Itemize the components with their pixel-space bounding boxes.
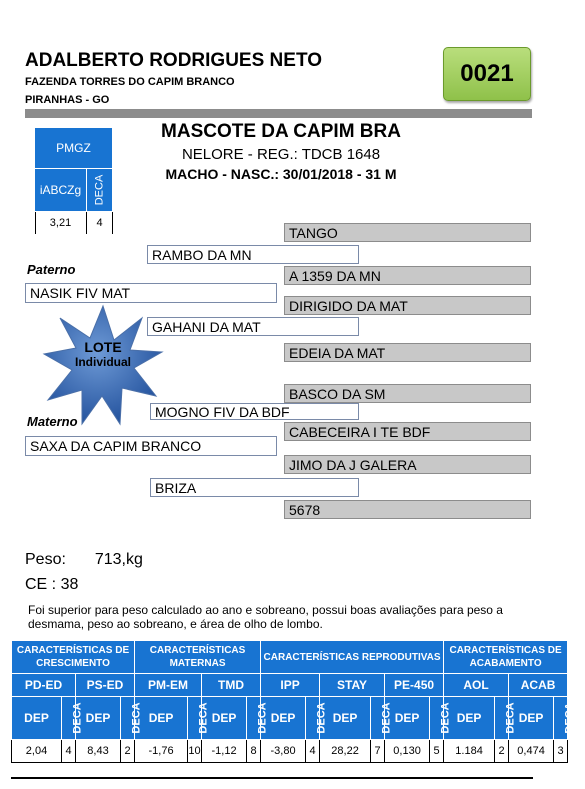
trait-pm-em: PM-EM: [135, 674, 202, 697]
trait-tmd: TMD: [202, 674, 261, 697]
deca-value: 5: [430, 740, 444, 763]
pedigree-pgd-sire: DIRIGIDO DA MAT: [284, 296, 531, 315]
dep-header: DEP: [76, 697, 121, 740]
pedigree-mgs-dam: CABECEIRA I TE BDF: [284, 422, 531, 441]
dep-header: DEP: [135, 697, 188, 740]
lote-label: LOTE: [84, 339, 122, 355]
pedigree-pgs-sire: TANGO: [284, 223, 531, 242]
iabczg-value: 3,21: [49, 217, 72, 229]
deca-header: DECA: [62, 697, 76, 740]
animal-sex-birth: MACHO - NASC.: 30/01/2018 - 31 M: [165, 166, 397, 182]
pedigree-mgd-sire: JIMO DA J GALERA: [284, 455, 531, 474]
deca-header: DECA: [495, 697, 509, 740]
animal-name: MASCOTE DA CAPIM BRA: [161, 121, 401, 142]
trait-aol: AOL: [444, 674, 509, 697]
pmgz-deca-value: 4: [96, 217, 103, 229]
pedigree-dam: SAXA DA CAPIM BRANCO: [25, 436, 277, 456]
deca-header: DECA: [121, 697, 135, 740]
trait-stay: STAY: [320, 674, 385, 697]
deca-value: 2: [495, 740, 509, 763]
pedigree-paternal-grandsire: RAMBO DA MN: [147, 245, 359, 264]
ce-value: 38: [60, 576, 79, 593]
dep-header: DEP: [320, 697, 371, 740]
dep-value: -1,12: [202, 740, 247, 763]
ce-row: [25, 576, 78, 594]
deca-value: 4: [306, 740, 320, 763]
iabczg-label: iABCZg: [35, 169, 86, 211]
farm-name: FAZENDA TORRES DO CAPIM BRANCO: [25, 76, 235, 88]
dep-value: 1.184: [444, 740, 495, 763]
dep-header: DEP: [12, 697, 62, 740]
deca-header: DECA: [306, 697, 320, 740]
traits-value-row: [12, 740, 568, 763]
deca-value: 3: [554, 740, 568, 763]
trait-pe-450: PE-450: [385, 674, 444, 697]
dep-header: DEP: [385, 697, 430, 740]
maternal-label: Materno: [27, 414, 78, 429]
dep-header: DEP: [261, 697, 306, 740]
group-maternal: CARACTERÍSTICAS MATERNAS: [135, 641, 261, 674]
pedigree-pgd-dam: EDEIA DA MAT: [284, 343, 531, 362]
ce-label: CE :: [25, 576, 57, 593]
traits-name-row: [12, 674, 568, 697]
header-divider: [25, 109, 532, 118]
pedigree-paternal-granddam: GAHANI DA MAT: [147, 317, 359, 336]
pedigree-pgs-dam: A 1359 DA MN: [284, 266, 531, 285]
farm-location: PIRANHAS - GO: [25, 94, 110, 106]
dep-header: DEP: [509, 697, 554, 740]
weight-row: [25, 551, 143, 569]
traits-group-row: [12, 641, 568, 674]
pedigree-mgs-sire: BASCO DA SM: [284, 384, 531, 403]
individual-label: Individual: [74, 355, 131, 369]
pmgz-border-right: [112, 212, 113, 234]
deca-header: DECA: [554, 697, 568, 740]
pedigree-mgd-dam: 5678: [284, 500, 531, 519]
pmgz-deca-label: DECA: [87, 169, 112, 211]
dep-header: DEP: [202, 697, 247, 740]
dep-header: DEP: [444, 697, 495, 740]
pedigree-maternal-grandsire: MOGNO FIV DA BDF: [150, 403, 359, 420]
pmgz-border-mid: [86, 212, 87, 234]
lote-star-text: [42, 339, 164, 369]
deca-value: 8: [247, 740, 261, 763]
group-reproductive: CARACTERÍSTICAS REPRODUTIVAS: [261, 641, 444, 674]
dep-value: 28,22: [320, 740, 371, 763]
deca-value: 7: [371, 740, 385, 763]
trait-ps-ed: PS-ED: [76, 674, 135, 697]
lot-number-badge: 0021: [443, 47, 531, 101]
dep-value: 8,43: [76, 740, 121, 763]
deca-header: DECA: [371, 697, 385, 740]
pedigree-sire: NASIK FIV MAT: [25, 283, 277, 303]
deca-value: 10: [188, 740, 202, 763]
trait-acab: ACAB: [509, 674, 568, 697]
traits-sub-row: [12, 697, 568, 740]
deca-value: 4: [62, 740, 76, 763]
animal-description: Foi superior para peso calculado ao ano e sobreano, possui boas avaliações para peso a desmama, peso ao sobreano, e área de olho de lombo.: [28, 603, 503, 631]
weight-label: Peso:: [25, 551, 66, 568]
weight-value: 713,kg: [94, 551, 143, 568]
group-finishing: CARACTERÍSTICAS DE ACABAMENTO: [444, 641, 568, 674]
deca-header: DECA: [247, 697, 261, 740]
deca-value: 2: [121, 740, 135, 763]
dep-value: 2,04: [12, 740, 62, 763]
group-growth: CARACTERÍSTICAS DE CRESCIMENTO: [12, 641, 135, 674]
pmgz-border-left: [35, 212, 36, 234]
animal-breed-registration: NELORE - REG.: TDCB 1648: [181, 146, 381, 163]
dep-value: 0,130: [385, 740, 430, 763]
bottom-divider: [11, 777, 533, 779]
traits-table: [11, 640, 576, 763]
trait-pd-ed: PD-ED: [12, 674, 76, 697]
dep-value: -1,76: [135, 740, 188, 763]
pmgz-header: PMGZ: [35, 128, 112, 168]
dep-value: 0,474: [509, 740, 554, 763]
dep-value: -3,80: [261, 740, 306, 763]
deca-header: DECA: [188, 697, 202, 740]
trait-ipp: IPP: [261, 674, 320, 697]
pedigree-maternal-granddam: BRIZA: [150, 478, 359, 497]
deca-header: DECA: [430, 697, 444, 740]
paternal-label: Paterno: [27, 262, 76, 277]
owner-name: ADALBERTO RODRIGUES NETO: [25, 50, 322, 71]
